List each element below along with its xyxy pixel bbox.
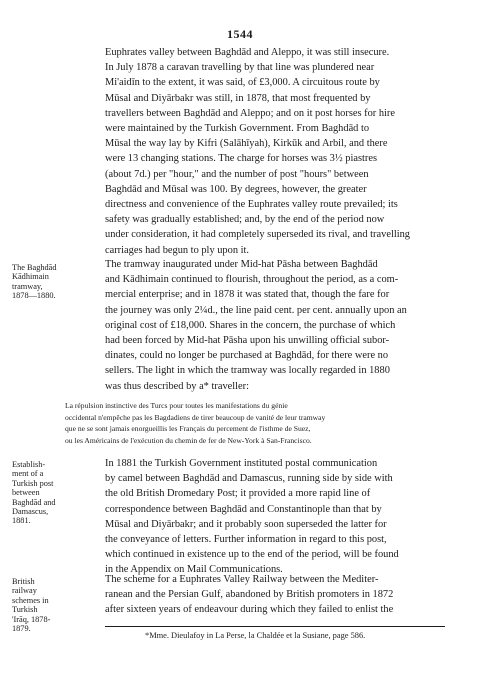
paragraph-tramway	[105, 257, 451, 394]
footnote-divider	[105, 626, 445, 627]
margin-note-railway: British railway schemes in Turkish 'Irāq, 1878- 1879.	[12, 577, 51, 634]
page-number: 1544	[227, 27, 253, 41]
paragraph-text: In 1881 the Turkish Government instituted postal communication by camel between Baghdād and Damascus, running side by side with the old British Dromedary Post; it provided a more rapid line of correspondence between Baghdād and Constantinople than that by Mūsal and Diyārbakr; and it probably soon superseded the latter for the conveyance of letters. Further information in regard to this post, which continued in existence up to the end of the period, will be found in the Appendix on Mail Communications.	[105, 458, 399, 576]
paragraph-railway	[105, 572, 451, 618]
margin-note-tramway: The Baghdād Kādhimain tramway, 1878—1880.	[12, 263, 57, 301]
paragraph-postal	[105, 456, 451, 578]
paragraph-text: The scheme for a Euphrates Valley Railway between the Mediter- ranean and the Persian Gulf, abandoned by British promoters in 1872 after sixteen years of endeavour during which they failed to enlist the	[105, 574, 394, 616]
margin-note-postal: Establish- ment of a Turkish post between Baghdād and Damascus, 1881.	[12, 460, 56, 526]
french-quotation: La répulsion instinctive des Turcs pour toutes les manifestations du génie occidental n'empêche pas les Bagdadiens de tirer beaucoup de vanité de leur tramway que ne se sont jamais enorgueillis les Français du percement de l'isthme de Suez, ou les Américains de l'exécution du chemin de fer de New-York à San-Francisco.	[65, 401, 326, 445]
paragraph-euphrates-route	[105, 45, 451, 258]
paragraph-text: Euphrates valley between Baghdād and Aleppo, it was still insecure. In July 1878 a caravan travelling by that line was plundered near Mi'aidīn to the extent, it was said, of £3,000. A circuitous route by Mūsal and Diyārbakr was still, in 1878, that most frequented by travellers between Baghdād and Aleppo; and on it post horses for hire were maintained by the Turkish Government. From Baghdād to Mūsal the way lay by Kifri (Salāhīyah), Kirkūk and Arbil, and there were 13 changing stations. The charge for horses was 3½ piastres (about 7d.) per "hour," and the number of post "hours" between Baghdād and Mūsal was 100. By degrees, however, the greater directness and convenience of the Euphrates valley route prevailed; its safety was gradually established; and, by the end of the period now under consideration, it had completely superseded its rival, and travelling carriages had begun to ply upon it.	[105, 47, 410, 256]
paragraph-text: The tramway inaugurated under Mid-hat Pāsha between Baghdād and Kādhimain continued to flourish, throughout the period, as a com- mercial enterprise; and in 1878 it was stated that, though the fare for the journey was only 2¼d., the line paid cent. per cent. annually upon an original cost of £18,000. Shares in the concern, the purchase of which had been forced by Mid-hat Pāsha upon his unwilling official subor- dinates, could no longer be purchased at Baghdād, for there were no sellers. The light in which the tramway was locally regarded in 1880 was thus described by a* traveller:	[105, 259, 407, 392]
footnote: *Mme. Dieulafoy in La Perse, la Chaldée et la Susiane, page 586.	[145, 631, 366, 640]
